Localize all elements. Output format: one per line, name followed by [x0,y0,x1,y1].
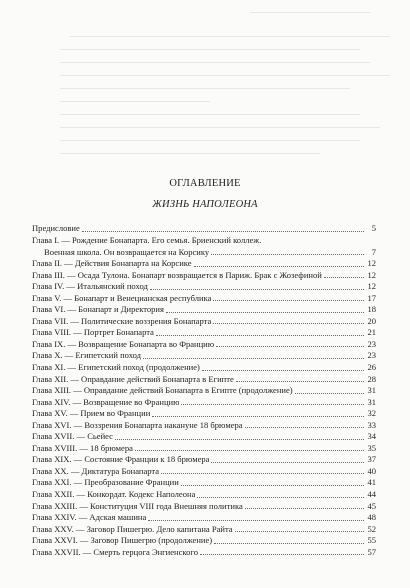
toc-entry [32,327,376,339]
toc-entry [32,293,376,305]
bleed-through-line [60,114,360,115]
toc-entry [32,524,376,536]
bleed-through-line [60,75,390,76]
toc-entry-title: Глава XVI. — Воззрения Бонапарта накануне 18 брюмера [32,419,243,430]
toc-entry-page: 23 [367,338,376,349]
toc-entry-page: 55 [367,535,376,546]
leader-dots [197,497,364,498]
toc-entry [32,350,376,362]
toc-entry-page: 28 [367,373,376,384]
leader-dots [235,531,364,532]
leader-dots [295,393,364,394]
toc-entry-page: 18 [367,304,376,315]
toc-entry-title: Глава I. — Рождение Бонапарта. Его семья. Бриенский коллеж. [32,235,262,245]
leader-dots [152,416,364,417]
toc-entry [32,397,376,409]
toc-entry-page: 31 [367,396,376,407]
toc-entry-title: Глава XXIII. — Конституция VIII года Внешняя политика [32,500,243,511]
toc-entry [32,270,376,282]
toc-entry-title: Глава XXIV. — Адская машина [32,512,147,523]
page-heading: ОГЛАВЛЕНИЕ [169,178,241,189]
toc-entry [32,535,376,547]
toc-entry-page: 5 [371,223,376,234]
leader-dots [211,462,364,463]
leader-dots [143,358,364,359]
toc-entry [32,235,376,247]
toc-entry [32,223,376,235]
toc-entry-title: Глава VI. — Бонапарт и Директория [32,304,164,315]
leader-dots [82,231,364,232]
leader-dots [245,508,364,509]
toc-entry-page: 33 [367,419,376,430]
toc-entry-page: 48 [367,512,376,523]
toc-entry-title: Глава V. — Бонапарт и Венецианская республика [32,292,212,303]
toc-entry-page: 31 [367,385,376,396]
toc-entry-title: Глава VII. — Политические воззрения Бонапарта [32,315,212,326]
toc-entry [32,489,376,501]
toc-entry [32,420,376,432]
toc-entry [32,431,376,443]
leader-dots [202,370,364,371]
leader-dots [150,289,364,290]
leader-dots [135,450,364,451]
toc-entry-page: 41 [367,477,376,488]
toc-entry [32,408,376,420]
leader-dots [194,266,364,267]
toc-entry-page: 23 [367,350,376,361]
toc-entry-title: Глава XIV. — Возвращение во Францию [32,396,180,407]
toc-entry-title: Глава IV. — Итальянский поход [32,281,148,292]
toc-entry-title: Глава XIX. — Состояние Франции к 18 брюмера [32,454,210,465]
toc-entry-title: Глава XV. — Прием во Франции [32,408,151,419]
section-heading: ЖИЗНЬ НАПОЛЕОНА [152,199,258,210]
toc-entry [32,374,376,386]
toc-entry-title: Предисловие [32,223,80,234]
toc-entry-title: Глава IX. — Возвращение Бонапарта во Францию [32,338,215,349]
toc-entry-title: Глава XX. — Диктатура Бонапарта [32,465,160,476]
leader-dots [211,254,364,255]
toc-entry-title: Глава XXV. — Заговор Пишегрю. Дело капитана Райта [32,523,233,534]
toc-entry-title: Глава XVIII. — 18 брюмера [32,442,133,453]
toc-entry-page: 40 [367,465,376,476]
toc-entry-page: 12 [367,269,376,280]
bleed-through-line [60,49,360,50]
bleed-through-text [0,0,410,170]
toc-entry [32,385,376,397]
toc-entry-page: 52 [367,523,376,534]
toc-entry [32,247,376,259]
toc-entry [32,339,376,351]
toc-entry-page: 35 [367,442,376,453]
leader-dots [216,346,364,347]
leader-dots [181,404,364,405]
toc-entry-title: Глава XXVI. — Заговор Пишегрю (продолжение) [32,535,213,546]
leader-dots [200,554,364,555]
leader-dots [236,381,364,382]
leader-dots [181,485,364,486]
bleed-through-line [60,62,370,63]
toc-entry-title: Глава VIII. — Портрет Бонапарта [32,327,154,338]
table-of-contents [32,223,376,558]
toc-entry-title: Глава X. — Египетский поход [32,350,142,361]
toc-entry-title: Глава XXVII. — Смерть герцога Энгиенского [32,546,198,557]
bleed-through-line [60,127,380,128]
toc-entry [32,501,376,513]
toc-entry-title: Глава III. — Осада Тулона. Бонапарт возвращается в Париж. Брак с Жозефиной [32,269,322,280]
toc-entry-title: Глава XXI. — Преобразование Франции [32,477,179,488]
leader-dots [324,277,364,278]
toc-entry-title: Глава XIII. — Оправдание действий Бонапарта в Египте (продолжение) [32,385,293,396]
leader-dots [214,543,364,544]
leader-dots [161,473,364,474]
toc-entry-page: 7 [371,246,376,257]
leader-dots [166,312,364,313]
bleed-through-line [60,140,360,141]
toc-entry-page: 21 [367,327,376,338]
toc-entry-title: Военная школа. Он возвращается на Корсику [44,246,210,257]
toc-entry-page: 12 [367,258,376,269]
toc-entry [32,443,376,455]
leader-dots [213,300,364,301]
bleed-through-line [250,12,370,13]
toc-entry-page: 34 [367,431,376,442]
leader-dots [148,520,364,521]
toc-entry-page: 37 [367,454,376,465]
leader-dots [115,439,364,440]
toc-entry [32,304,376,316]
toc-entry-title: Глава XII. — Оправдание действий Бонапарта в Египте [32,373,234,384]
toc-entry-page: 26 [367,362,376,373]
bleed-through-line [70,36,390,37]
leader-dots [156,335,364,336]
bleed-through-line [60,101,210,102]
leader-dots [245,427,364,428]
toc-entry [32,281,376,293]
toc-entry [32,316,376,328]
bleed-through-line [60,153,320,154]
toc-entry-page: 17 [367,292,376,303]
bleed-through-line [60,88,350,89]
toc-entry-title: Глава XVII. — Сьейес [32,431,113,442]
toc-entry-page: 20 [367,315,376,326]
toc-entry [32,512,376,524]
toc-entry [32,454,376,466]
toc-entry [32,258,376,270]
toc-entry [32,466,376,478]
toc-entry [32,477,376,489]
toc-entry-page: 45 [367,500,376,511]
toc-entry [32,362,376,374]
toc-entry-title: Глава II. — Действия Бонапарта на Корсике [32,258,192,269]
toc-entry [32,547,376,559]
toc-entry-title: Глава XXII. — Конкордат. Кодекс Наполеона [32,489,196,500]
toc-entry-page: 44 [367,489,376,500]
leader-dots [213,323,364,324]
toc-entry-title: Глава XI. — Египетский поход (продолжение) [32,362,200,373]
toc-entry-page: 32 [367,408,376,419]
toc-entry-page: 12 [367,281,376,292]
toc-entry-page: 57 [367,546,376,557]
